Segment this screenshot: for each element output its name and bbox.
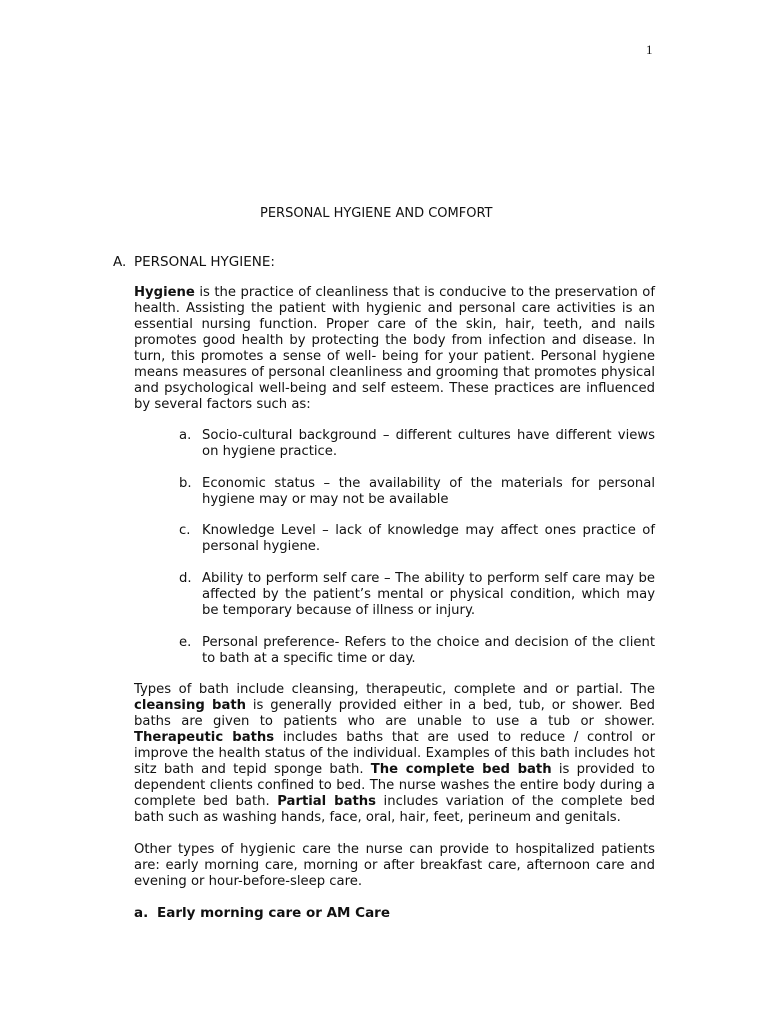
page-number: 1 bbox=[646, 42, 653, 57]
factor-text: Socio-cultural background – different cultures have different views on hygiene practice. bbox=[202, 428, 655, 459]
subsection-heading-text: Early morning care or AM Care bbox=[157, 905, 391, 921]
factor-item bbox=[179, 476, 655, 508]
factor-text: Personal preference- Refers to the choice and decision of the client to bath at a specific time or day. bbox=[202, 635, 655, 666]
complete-bed-bath-term: The complete bed bath bbox=[370, 762, 552, 777]
factor-item bbox=[179, 635, 655, 667]
factor-letter: a. bbox=[179, 428, 192, 443]
bath-text: includes variation of the complete bed bath such as washing hands, face, oral, hair, feet, perineum and genitals. bbox=[134, 794, 655, 825]
section-heading-text: PERSONAL HYGIENE: bbox=[134, 254, 275, 270]
intro-paragraph bbox=[134, 285, 655, 413]
subsection-letter: a. bbox=[134, 905, 149, 921]
section-heading bbox=[113, 254, 275, 270]
bath-types-paragraph bbox=[134, 682, 655, 826]
factor-text: Ability to perform self care – The ability to perform self care may be affected by the patient’s mental or physical condition, which may be temporary because of illness or injury. bbox=[202, 571, 655, 618]
bath-text: Types of bath include cleansing, therapeutic, complete and or partial. The bbox=[134, 682, 655, 697]
therapeutic-baths-term: Therapeutic baths bbox=[134, 730, 275, 745]
factor-item bbox=[179, 571, 655, 619]
bath-text: includes baths that are used to reduce / control or improve the health status of the individual. Examples of this bath includes hot sitz bath and tepid sponge bath. bbox=[134, 730, 655, 777]
document-title: PERSONAL HYGIENE AND COMFORT bbox=[260, 206, 493, 221]
intro-text: is the practice of cleanliness that is conducive to the preservation of health. Assisting the patient with hygienic and personal care activities is an essential nursing function. Proper care of the skin, hair, teeth, and nails promotes good health by protecting the body from infection and disease. In turn, this promotes a sense of well- being for your patient. Personal hygiene means measures of personal cleanliness and grooming that promotes physical and psychological well-being and self esteem. These practices are influenced by several factors such as: bbox=[134, 285, 655, 412]
factor-letter: b. bbox=[179, 476, 192, 491]
factor-letter: d. bbox=[179, 571, 192, 586]
hygiene-term: Hygiene bbox=[134, 285, 195, 300]
factor-item bbox=[179, 523, 655, 555]
factor-letter: c. bbox=[179, 523, 191, 538]
factor-text: Economic status – the availability of the materials for personal hygiene may or may not be available bbox=[202, 476, 655, 507]
bath-text: is generally provided either in a bed, tub, or shower. Bed baths are given to patients who are unable to use a tub or shower. bbox=[134, 698, 655, 729]
section-letter: A. bbox=[113, 254, 127, 270]
factor-text: Knowledge Level – lack of knowledge may affect ones practice of personal hygiene. bbox=[202, 523, 655, 554]
cleansing-bath-term: cleansing bath bbox=[134, 698, 247, 713]
bath-text: is provided to dependent clients confined to bed. The nurse washes the entire body during a complete bed bath. bbox=[134, 762, 655, 809]
care-types-paragraph: Other types of hygienic care the nurse can provide to hospitalized patients are: early morning care, morning or after breakfast care, afternoon care and evening or hour-before-sleep care. bbox=[134, 842, 655, 889]
factor-letter: e. bbox=[179, 635, 192, 650]
subsection-heading bbox=[134, 905, 390, 921]
partial-baths-term: Partial baths bbox=[277, 794, 377, 809]
factor-item bbox=[179, 428, 655, 460]
